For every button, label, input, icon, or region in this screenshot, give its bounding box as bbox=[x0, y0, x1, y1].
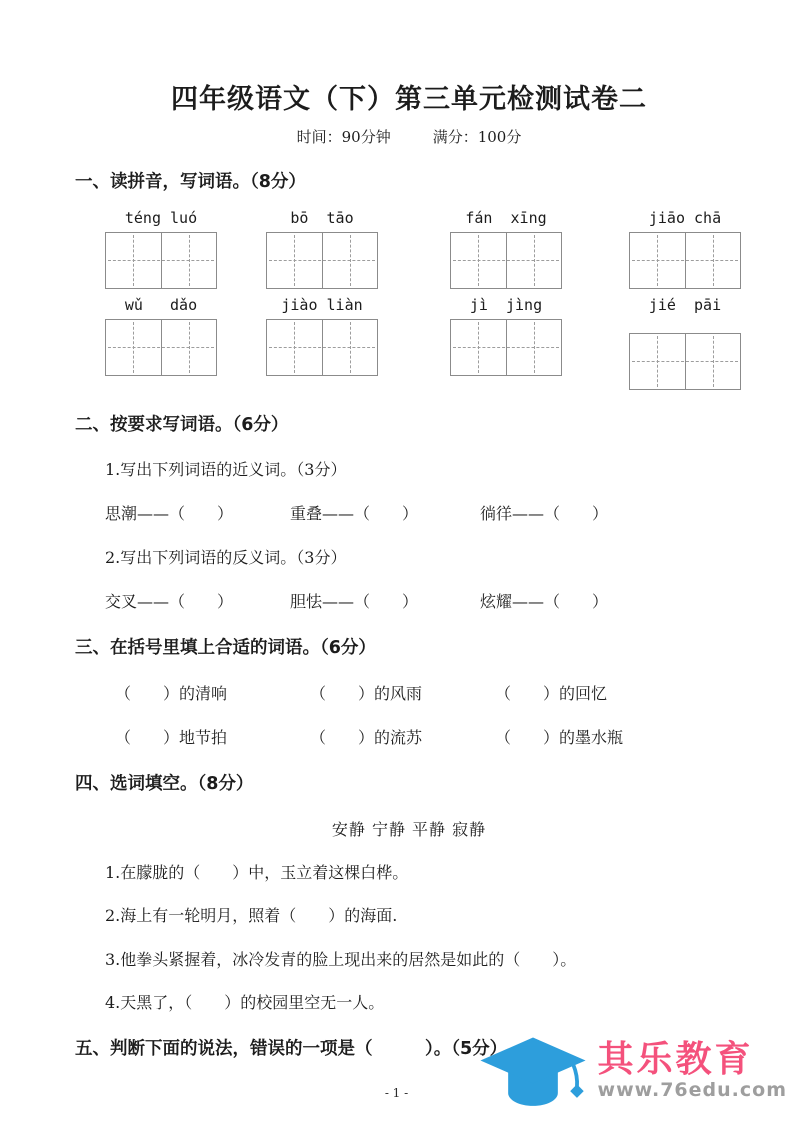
writing-grid bbox=[629, 232, 741, 289]
pinyin-label: jiào liàn bbox=[281, 295, 363, 314]
writing-grid-cell bbox=[322, 320, 378, 375]
writing-grid-row-1 bbox=[105, 232, 743, 289]
antonym-item: 胆怯——（ ） bbox=[290, 592, 419, 612]
writing-grid-cell bbox=[267, 320, 322, 375]
writing-grid bbox=[450, 232, 562, 289]
pinyin-label: jié pāi bbox=[648, 295, 722, 314]
pinyin-label: wǔ dǎo bbox=[124, 295, 198, 314]
antonym-item: 炫耀——（ ） bbox=[480, 592, 609, 612]
writing-grid bbox=[629, 333, 741, 390]
pinyin-label: jì jìng bbox=[469, 295, 543, 314]
phrase-item: （ ）的墨水瓶 bbox=[495, 728, 624, 748]
section-1-heading: 一、读拼音，写词语。（8分） bbox=[75, 172, 306, 193]
page-title: 四年级语文（下）第三单元检测试卷二 bbox=[171, 84, 647, 115]
writing-grid-cell bbox=[506, 320, 562, 375]
exam-meta bbox=[75, 126, 743, 147]
word-bank: 安静 宁静 平静 寂静 bbox=[331, 819, 487, 839]
synonym-item: 重叠——（ ） bbox=[290, 504, 419, 524]
sentence-item-4: 4.天黑了，（ ）的校园里空无一人。 bbox=[105, 993, 385, 1013]
writing-grid-cell bbox=[685, 233, 741, 288]
sentence-item-1: 1.在朦胧的（ ）中，玉立着这棵白桦。 bbox=[105, 862, 409, 882]
writing-grid bbox=[266, 232, 378, 289]
page-number: - 1 - bbox=[384, 1086, 409, 1100]
phrase-item: （ ）地节拍 bbox=[115, 728, 228, 748]
writing-grid-cell bbox=[267, 233, 322, 288]
section-2-subitem-1: 1.写出下列词语的近义词。（3分） bbox=[105, 459, 347, 479]
pinyin-label: jiāo chā bbox=[648, 208, 722, 227]
writing-grid bbox=[105, 232, 217, 289]
phrase-item: （ ）的回忆 bbox=[495, 683, 608, 703]
synonym-item: 思潮——（ ） bbox=[105, 504, 234, 524]
exam-time: 时间：90分钟 bbox=[296, 128, 391, 147]
sentence-item-2: 2.海上有一轮明月，照着（ ）的海面. bbox=[105, 906, 398, 926]
brand-name: 其乐教育 bbox=[597, 1039, 754, 1081]
writing-grid-cell bbox=[630, 334, 685, 389]
synonym-item: 徜徉——（ ） bbox=[480, 504, 609, 524]
antonym-row bbox=[105, 591, 743, 613]
writing-grid-cell bbox=[106, 320, 161, 375]
sentence-item-3: 3.他拳头紧握着，冰冷发青的脸上现出来的居然是如此的（ ）。 bbox=[105, 949, 577, 969]
section-4-heading: 四、选词填空。（8分） bbox=[75, 773, 254, 794]
writing-grid-cell bbox=[451, 233, 506, 288]
pinyin-row-1 bbox=[105, 208, 743, 229]
writing-grid-row-2 bbox=[105, 319, 743, 390]
section-2-subitem-2: 2.写出下列词语的反义词。（3分） bbox=[105, 547, 347, 567]
pinyin-label: téng luó bbox=[124, 208, 198, 227]
phrase-row-2 bbox=[115, 727, 743, 749]
synonym-row bbox=[105, 503, 743, 525]
phrase-item: （ ）的清响 bbox=[115, 683, 228, 703]
pinyin-label: fán xīng bbox=[465, 208, 547, 227]
writing-grid-cell bbox=[451, 320, 506, 375]
brand-text-block bbox=[598, 1041, 787, 1101]
pinyin-label: bō tāo bbox=[290, 208, 354, 227]
phrase-row-1 bbox=[115, 683, 743, 705]
phrase-item: （ ）的风雨 bbox=[310, 683, 423, 703]
exam-full-score: 满分：100分 bbox=[432, 128, 522, 147]
brand-logo bbox=[474, 1028, 787, 1114]
writing-grid-cell bbox=[106, 233, 161, 288]
writing-grid-cell bbox=[161, 320, 217, 375]
section-2-heading: 二、按要求写词语。（6分） bbox=[75, 414, 289, 435]
pinyin-row-2 bbox=[105, 295, 743, 316]
brand-website: www.76edu.com bbox=[597, 1078, 787, 1101]
writing-grid-cell bbox=[685, 334, 741, 389]
section-5-heading: 五、判断下面的说法，错误的一项是（ ）。（5分） bbox=[75, 1039, 508, 1060]
writing-grid-cell bbox=[630, 233, 685, 288]
writing-grid bbox=[266, 319, 378, 376]
writing-grid-cell bbox=[322, 233, 378, 288]
graduation-cap-icon bbox=[474, 1028, 592, 1114]
writing-grid bbox=[105, 319, 217, 376]
section-3-heading: 三、在括号里填上合适的词语。（6分） bbox=[75, 637, 376, 658]
writing-grid-cell bbox=[161, 233, 217, 288]
antonym-item: 交叉——（ ） bbox=[105, 592, 234, 612]
phrase-item: （ ）的流苏 bbox=[310, 728, 423, 748]
writing-grid-cell bbox=[506, 233, 562, 288]
writing-grid bbox=[450, 319, 562, 376]
